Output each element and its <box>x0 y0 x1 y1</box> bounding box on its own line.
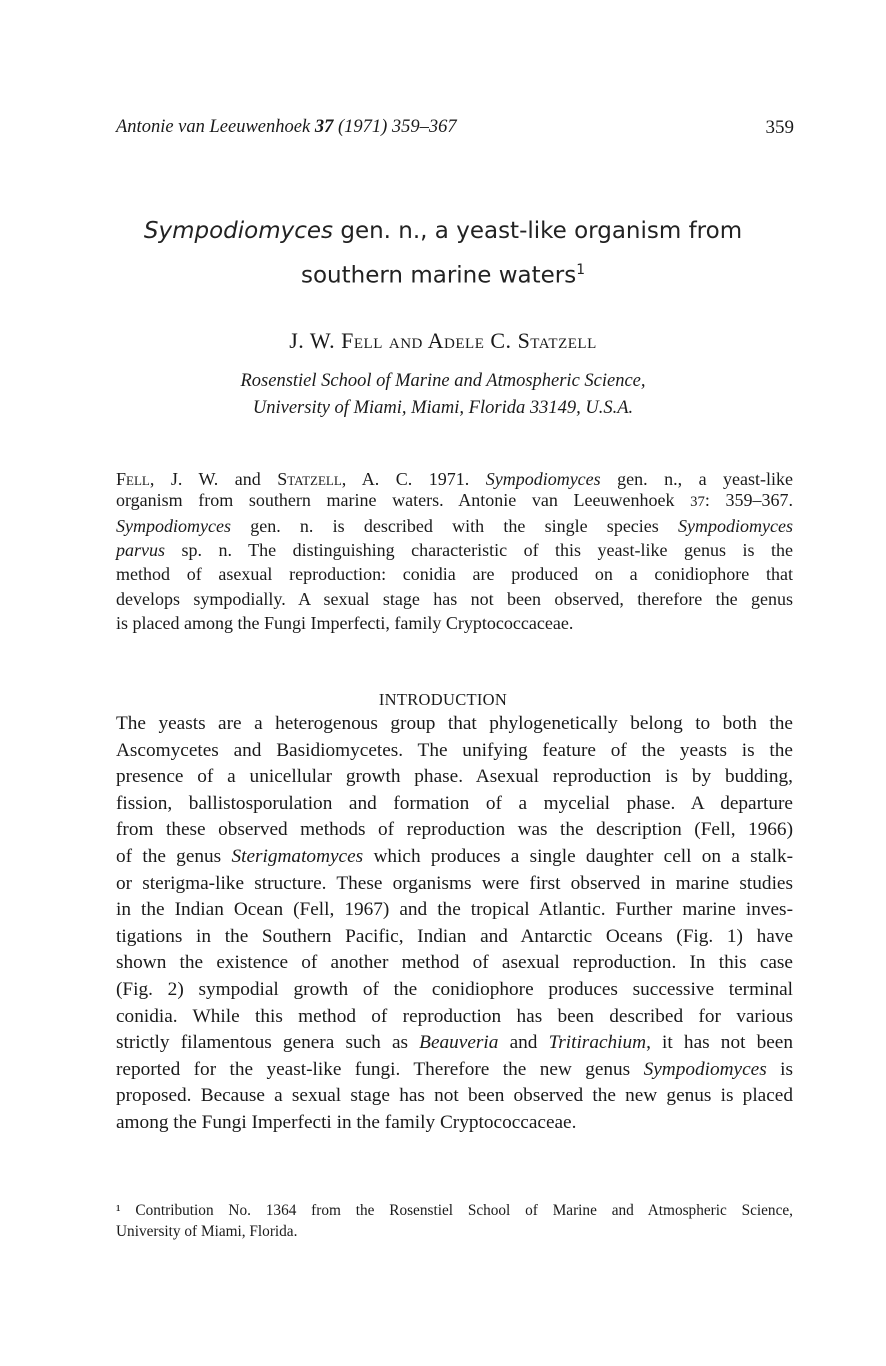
text-line <box>116 540 793 561</box>
text-run: ¹ Contribution No. 1364 from the Rosenstiel School of Marine and Atmospheric Science, <box>116 1202 793 1219</box>
text-run: reported for the yeast-like fungi. Therefore the new genus <box>116 1058 644 1080</box>
text-run: shown the existence of another method of asexual reproduction. In this case <box>116 952 793 974</box>
text-run: method of asexual reproduction: conidia are produced on a conidiophore that <box>116 564 793 585</box>
text-run: is <box>766 1058 794 1080</box>
text-line <box>116 490 793 511</box>
text-run: Statzell <box>277 469 342 489</box>
text-line <box>116 793 793 815</box>
text-run: Fell and Adele <box>341 328 485 353</box>
text-line <box>116 516 793 537</box>
text-run: develops sympodially. A sexual stage has not been observed, therefore the genus <box>116 588 793 609</box>
text-line <box>116 1223 793 1241</box>
section-heading-introduction: INTRODUCTION <box>378 690 508 709</box>
text-run: from these observed methods of reproduction was the description (Fell, 1966) <box>116 819 793 841</box>
text-line <box>116 846 793 868</box>
affiliation-line-1: Rosenstiel School of Marine and Atmospheric Science, <box>240 371 646 391</box>
text-run: among the Fungi Imperfecti in the family Cryptococcaceae. <box>116 1112 577 1133</box>
text-run: Sympodiomyces <box>143 218 334 244</box>
text-line <box>116 926 793 948</box>
text-run: (1971) 359–367 <box>333 117 457 137</box>
text-run: , it has not been <box>646 1032 793 1054</box>
text-run: The yeasts are a heterogenous group that phylogenetically belong to both the <box>116 713 793 734</box>
text-run: southern marine waters <box>301 262 577 289</box>
text-run: in the Indian Ocean (Fell, 1967) and the tropical Atlantic. Further marine inves- <box>116 899 793 921</box>
text-run: and <box>498 1032 549 1054</box>
text-run: , J. W. and <box>149 469 278 489</box>
text-line <box>116 713 793 735</box>
text-run: J. W. <box>289 328 342 353</box>
text-line <box>116 740 793 762</box>
text-run: fission, ballistosporulation and formation of a mycelial phase. A departure <box>116 792 793 814</box>
text-run: (Fig. 2) sympodial growth of the conidiophore produces successive terminal <box>116 979 793 1000</box>
text-run: : 359–367. <box>704 490 793 510</box>
text-run: proposed. Because a sexual stage has not been observed the new genus is placed <box>116 1085 793 1107</box>
running-header <box>116 117 457 138</box>
text-run: University of Miami, Florida. <box>116 1223 298 1240</box>
article-title-line-1 <box>0 218 886 244</box>
text-run: 1 <box>576 262 585 278</box>
affiliation-line-2: University of Miami, Miami, Florida 33149, U.S.A. <box>252 398 634 418</box>
authors <box>0 328 886 354</box>
text-line <box>116 613 793 634</box>
text-run: Fell <box>116 469 150 489</box>
text-run: Statzell <box>517 328 597 353</box>
text-line <box>116 873 793 895</box>
text-line <box>116 952 793 974</box>
text-run: Antonie van Leeuwenhoek <box>116 117 315 137</box>
text-run: Tritirachium <box>548 1032 647 1054</box>
text-run: , A. C. 1971. <box>341 469 486 489</box>
text-run: Beauveria <box>419 1032 499 1054</box>
text-run: 37 <box>690 494 705 510</box>
text-run: conidia. While this method of reproduction has been described for various <box>116 1005 793 1027</box>
text-run: Sympodiomyces <box>643 1058 767 1080</box>
text-run: Ascomycetes and Basidiomycetes. The unifying feature of the yeasts is the <box>116 739 793 761</box>
text-run: gen. n. is described with the single species <box>230 516 679 536</box>
text-run: gen. n., a yeast-like <box>600 469 794 489</box>
text-line <box>116 899 793 921</box>
text-run: sp. n. The distinguishing characteristic of this yeast-like genus is the <box>165 540 793 561</box>
text-run: parvus <box>116 540 165 561</box>
page-number: 359 <box>765 117 794 138</box>
text-line <box>116 1112 793 1134</box>
text-run: of the genus <box>116 846 232 867</box>
text-line <box>116 589 793 610</box>
text-run: organism from southern marine waters. Antonie van Leeuwenhoek <box>116 490 691 510</box>
text-line <box>116 979 793 1001</box>
text-run: or sterigma-like structure. These organisms were first observed in marine studies <box>116 872 793 894</box>
text-run: Sympodiomyces <box>116 516 231 536</box>
text-run: C. <box>484 328 518 353</box>
text-line <box>116 1202 793 1220</box>
text-line <box>116 1006 793 1028</box>
text-run: Sympodiomyces <box>678 516 793 536</box>
text-run: 37 <box>314 117 334 137</box>
text-run: presence of a unicellular growth phase. Asexual reproduction is by budding, <box>116 766 793 788</box>
text-run: gen. n., a yeast-like organism from <box>333 218 743 244</box>
text-line <box>116 766 793 788</box>
text-line <box>116 1032 793 1054</box>
text-line <box>116 1085 793 1107</box>
text-run: strictly filamentous genera such as <box>116 1032 420 1054</box>
text-line <box>116 564 793 585</box>
text-run: which produces a single daughter cell on a stalk- <box>363 846 794 867</box>
text-line <box>116 1059 793 1081</box>
article-title-line-2 <box>0 262 886 289</box>
text-run: Sympodiomyces <box>485 469 601 489</box>
text-line <box>116 819 793 841</box>
text-run: is placed among the Fungi Imperfecti, family Cryptococcaceae. <box>116 612 574 633</box>
text-run: Sterigmatomyces <box>231 846 364 867</box>
text-line <box>116 469 793 490</box>
text-run: tigations in the Southern Pacific, Indian and Antarctic Oceans (Fig. 1) have <box>116 925 793 947</box>
